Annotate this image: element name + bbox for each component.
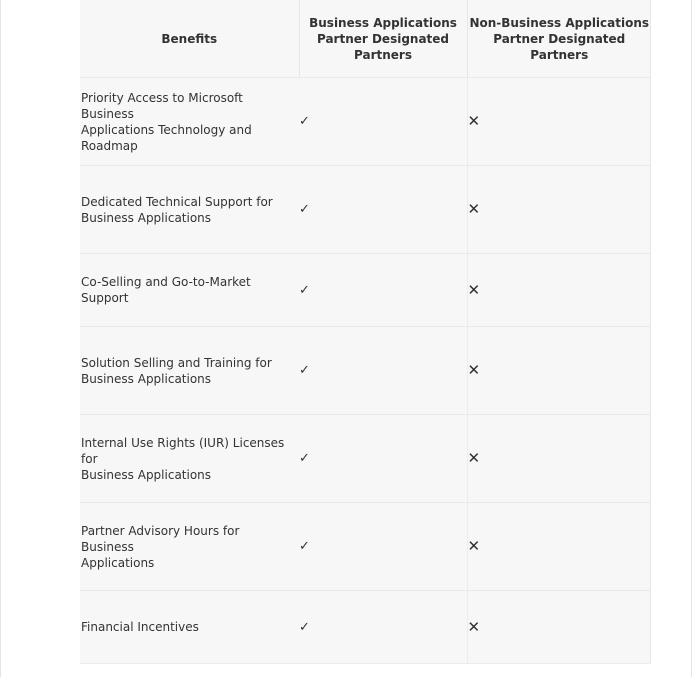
benefit-name-line1: Solution Selling and Training for	[81, 355, 272, 370]
table-row	[80, 254, 651, 327]
cross-icon: ✕	[467, 537, 481, 555]
bap-cell	[299, 254, 467, 327]
benefit-name	[80, 78, 299, 166]
header-bap-partners	[299, 0, 467, 78]
benefit-name-line1: Partner Advisory Hours for Business	[81, 523, 240, 554]
benefit-name-line2: Business Applications	[81, 371, 212, 386]
non-bap-cell	[467, 503, 651, 591]
benefit-name-line2: Business Applications	[81, 210, 212, 225]
non-bap-cell	[467, 415, 651, 503]
non-bap-cell	[467, 327, 651, 415]
benefit-name-line1: Co-Selling and Go-to-Market Support	[81, 275, 251, 305]
cross-icon: ✕	[467, 200, 481, 218]
benefit-name-line1: Dedicated Technical Support for	[81, 194, 273, 209]
benefit-name	[80, 254, 299, 327]
header-benefits-label: Benefits	[161, 31, 218, 46]
header-bap-line2: Partner Designated Partners	[316, 31, 450, 62]
table-header-row	[80, 0, 651, 78]
benefit-name	[80, 327, 299, 415]
check-icon: ✓	[299, 619, 310, 635]
benefit-name	[80, 503, 299, 591]
cross-icon: ✕	[467, 617, 481, 636]
table-row	[80, 591, 651, 664]
bap-cell	[299, 415, 467, 503]
bap-cell	[299, 327, 467, 415]
benefit-name-line2: Applications	[81, 555, 155, 570]
table-right-border	[650, 0, 651, 663]
table-row	[80, 78, 651, 166]
benefit-name-line1: Internal Use Rights (IUR) Licenses for	[81, 435, 285, 466]
benefit-name	[80, 591, 299, 664]
non-bap-cell	[467, 254, 651, 327]
check-icon: ✓	[299, 114, 310, 129]
check-icon: ✓	[299, 539, 310, 554]
header-non-line2: Partner Designated Partners	[493, 31, 626, 62]
cross-icon: ✕	[467, 449, 481, 467]
non-bap-cell	[467, 78, 651, 166]
table-row	[80, 327, 651, 415]
benefits-comparison-table	[80, 0, 651, 663]
header-bap-line1: Business Applications	[309, 15, 457, 30]
benefit-name	[80, 415, 299, 503]
bap-cell	[299, 591, 467, 664]
cross-icon: ✕	[467, 280, 481, 299]
benefit-name-line2: Business Applications	[81, 467, 212, 482]
bap-cell	[299, 503, 467, 591]
cross-icon: ✕	[467, 361, 481, 379]
check-icon: ✓	[299, 451, 310, 466]
benefit-name-line1: Financial Incentives	[81, 620, 199, 634]
bap-cell	[299, 166, 467, 254]
header-non-bap-partners	[467, 0, 651, 78]
bap-cell	[299, 78, 467, 166]
non-bap-cell	[467, 166, 651, 254]
header-non-line1: Non-Business Applications	[469, 15, 650, 30]
check-icon: ✓	[299, 363, 310, 378]
benefit-name-line1: Priority Access to Microsoft Business	[81, 90, 243, 121]
header-benefits	[80, 0, 299, 78]
table-row	[80, 166, 651, 254]
non-bap-cell	[467, 591, 651, 664]
check-icon: ✓	[299, 282, 310, 298]
benefit-name-line2: Applications Technology and Roadmap	[81, 122, 252, 153]
benefit-name	[80, 166, 299, 254]
table-bottom-border	[80, 663, 651, 664]
table-row	[80, 503, 651, 591]
check-icon: ✓	[299, 202, 310, 217]
cross-icon: ✕	[467, 112, 481, 130]
table-row	[80, 415, 651, 503]
